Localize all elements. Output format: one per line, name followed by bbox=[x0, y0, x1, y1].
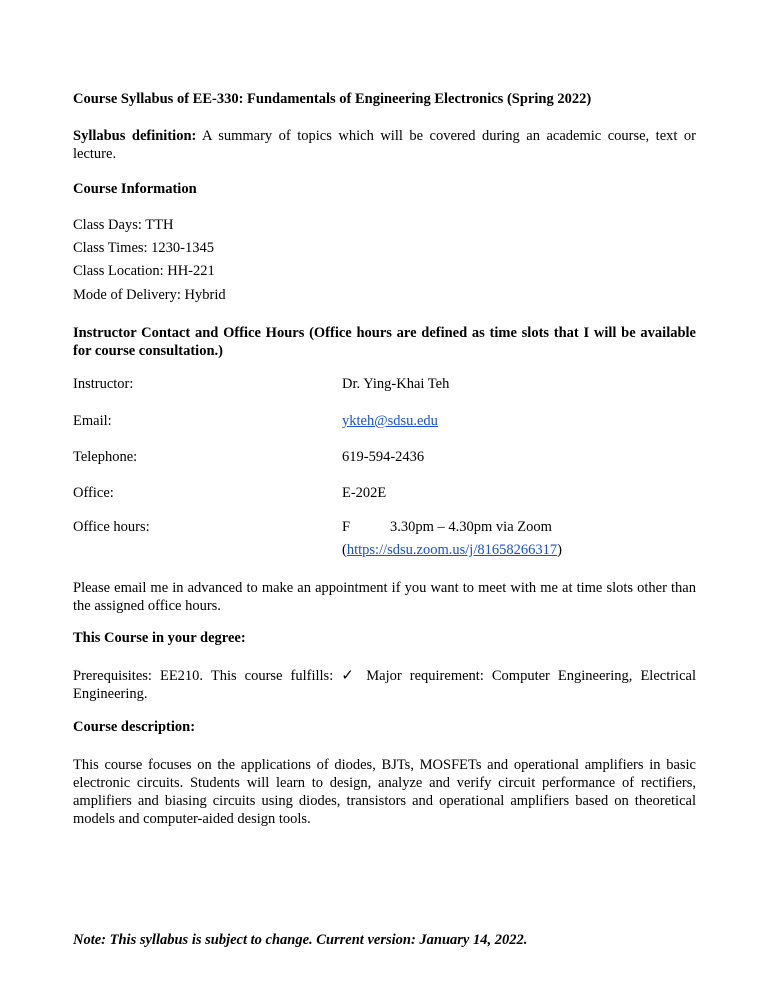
email-label: Email: bbox=[73, 413, 112, 429]
telephone-label: Telephone: bbox=[73, 449, 138, 465]
class-times: Class Times: 1230-1345 bbox=[73, 240, 214, 256]
instructor-name: Dr. Ying-Khai Teh bbox=[342, 376, 450, 392]
syllabus-definition bbox=[73, 127, 696, 163]
degree-text bbox=[73, 666, 696, 703]
zoom-link[interactable]: https://sdsu.zoom.us/j/81658266317 bbox=[346, 542, 558, 558]
office-hours-day: F bbox=[342, 519, 351, 535]
checkmark-icon: ✓ bbox=[341, 666, 359, 684]
zoom-close-paren: ) bbox=[557, 542, 562, 558]
mode-of-delivery: Mode of Delivery: Hybrid bbox=[73, 287, 226, 303]
description-text: This course focuses on the applications of diodes, BJTs, MOSFETs and operational amplifiers in basic electronic circuits. Students will learn to design, analyze and verify circuit performance of rectifiers, amplifiers and biasing circuits using diodes, transistors and operational amplifiers based on theoretical models and computer-aided design tools. bbox=[73, 757, 696, 827]
course-info-heading: Course Information bbox=[73, 181, 197, 197]
zoom-link-line bbox=[342, 542, 562, 559]
appointment-note: Please email me in advanced to make an appointment if you want to meet with me at time slots other than the assigned office hours. bbox=[73, 580, 696, 614]
definition-label: Syllabus definition: bbox=[73, 128, 197, 144]
office-label: Office: bbox=[73, 485, 114, 501]
instructor-label: Instructor: bbox=[73, 376, 134, 392]
office-value: E-202E bbox=[342, 485, 387, 501]
telephone-value: 619-594-2436 bbox=[342, 449, 425, 465]
office-hours-time: 3.30pm – 4.30pm via Zoom bbox=[390, 519, 552, 535]
description-heading: Course description: bbox=[73, 719, 196, 735]
email-link[interactable]: ykteh@sdsu.edu bbox=[342, 413, 438, 429]
requirement-text: Major requirement: Computer Engineering, Electrical Engineering. bbox=[73, 668, 696, 702]
instructor-heading: Instructor Contact and Office Hours (Office hours are defined as time slots that I will be available for course consultation.) bbox=[73, 325, 696, 359]
degree-heading: This Course in your degree: bbox=[73, 630, 246, 646]
page-title: Course Syllabus of EE-330: Fundamentals of Engineering Electronics (Spring 2022) bbox=[73, 91, 592, 107]
definition-text: A summary of topics which will be covered during an academic course, text or lecture. bbox=[73, 128, 696, 162]
zoom-open-paren: ( bbox=[342, 542, 347, 558]
footer-note: Note: This syllabus is subject to change. Current version: January 14, 2022. bbox=[73, 932, 528, 948]
class-days: Class Days: TTH bbox=[73, 217, 174, 233]
prerequisites-text: Prerequisites: EE210. This course fulfills: bbox=[73, 668, 342, 684]
office-hours-label: Office hours: bbox=[73, 519, 150, 535]
class-location: Class Location: HH-221 bbox=[73, 263, 215, 279]
